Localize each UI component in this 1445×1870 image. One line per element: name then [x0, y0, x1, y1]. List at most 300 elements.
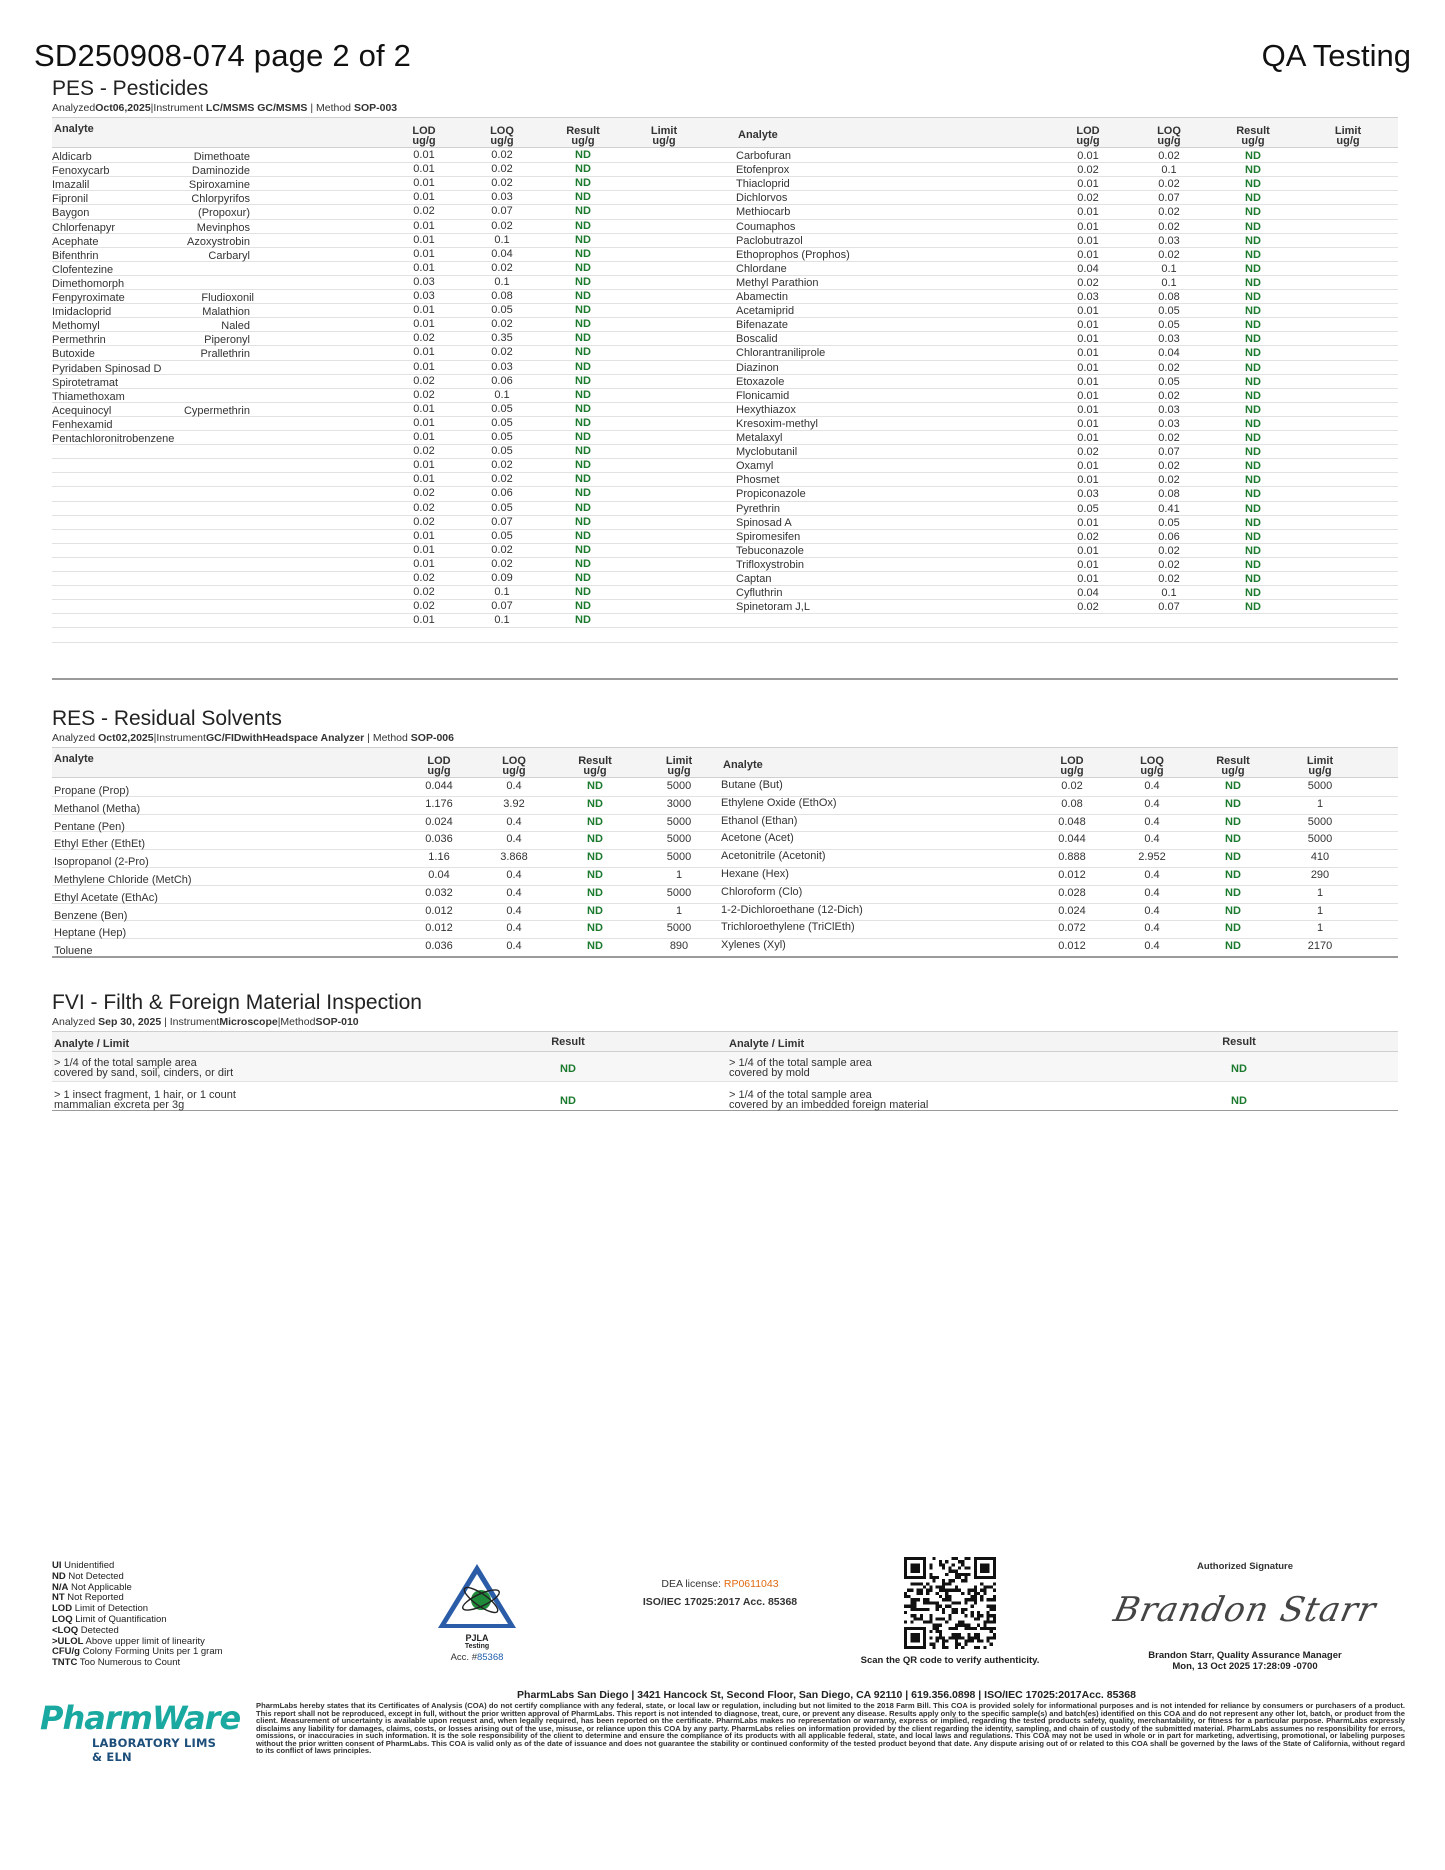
qr-module [964, 1557, 967, 1560]
col-limit-2: Limit ug/g [1334, 125, 1362, 147]
residual-solvents-table [52, 747, 1398, 958]
qr-module [977, 1614, 980, 1617]
lod-value: 0.048 [1058, 815, 1086, 828]
pjla-name: PJLA [465, 1633, 489, 1643]
qr-module [986, 1639, 989, 1642]
section-meta: AnalyzedOct06,2025|Instrument LC/MSMS GC/MSMS | Method SOP-003 [52, 102, 398, 114]
analyte-name: Baygon [52, 207, 90, 220]
loq-value: 0.02 [491, 346, 513, 359]
qr-module [980, 1627, 983, 1630]
limit-value: 1 [1316, 797, 1324, 810]
lod-value: 0.03 [1077, 291, 1099, 303]
col-result: Result ug/g [566, 125, 600, 147]
row-divider [52, 176, 1398, 177]
qr-module [974, 1646, 977, 1649]
qr-module [917, 1589, 920, 1592]
result-value: ND [575, 557, 591, 570]
lod-value: 0.02 [413, 374, 435, 387]
lod-value: 0.02 [413, 445, 435, 458]
qr-module [955, 1570, 958, 1573]
loq-value: 0.03 [1158, 333, 1180, 346]
limit-value: 5000 [1307, 815, 1333, 828]
analyte-name: Etoxazole [736, 375, 785, 388]
result-value: ND [1245, 530, 1261, 543]
qr-module [977, 1636, 980, 1639]
loq-value: 0.4 [506, 815, 522, 828]
qr-module [986, 1611, 989, 1614]
lod-value: 0.03 [413, 290, 435, 302]
limit-value: 5000 [666, 922, 692, 935]
qr-module [990, 1614, 993, 1617]
qr-module [974, 1617, 977, 1620]
loq-value: 0.41 [1158, 502, 1180, 515]
qr-module [983, 1646, 986, 1649]
lod-value: 0.01 [1077, 248, 1099, 261]
result-value: ND [587, 869, 603, 881]
qr-module [952, 1611, 955, 1614]
qr-module [983, 1589, 986, 1592]
legend-text: Not Detected [65, 1570, 124, 1582]
qr-module [974, 1589, 977, 1592]
qr-module [986, 1617, 989, 1620]
lod-value: 0.01 [413, 219, 435, 232]
loq-value: 0.1 [494, 614, 510, 627]
lod-value: 0.01 [1077, 544, 1099, 557]
qr-module [910, 1601, 913, 1604]
row-divider [52, 388, 1398, 389]
lod-value: 0.02 [1061, 780, 1083, 792]
analyte-name: Piperonyl [204, 334, 250, 347]
section-title: RES - Residual Solvents [52, 707, 282, 730]
qr-module [955, 1608, 958, 1611]
qr-module [964, 1598, 967, 1601]
qr-module [917, 1598, 920, 1601]
signature-label: Authorized Signature [1196, 1561, 1294, 1572]
col-result: Result [551, 1036, 585, 1048]
legend-text: Limit of Quantification [72, 1613, 167, 1625]
qr-module [990, 1608, 993, 1611]
lod-value: 0.01 [413, 304, 435, 317]
lab-name: QA Testing [1261, 38, 1411, 73]
result-value: ND [1245, 150, 1261, 162]
row-divider [52, 275, 1398, 276]
qr-module [967, 1567, 970, 1570]
row-band [52, 1052, 1398, 1081]
lod-value: 0.02 [1077, 601, 1099, 614]
section-meta: Analyzed Sep 30, 2025 | InstrumentMicroscope|MethodSOP-010 [52, 1016, 359, 1028]
result-value: ND [575, 275, 591, 288]
loq-value: 0.09 [491, 572, 513, 584]
row-divider [52, 247, 1398, 248]
analyte-name: Methylene Chloride (MetCh) [54, 874, 192, 886]
qr-module [990, 1643, 993, 1646]
legend-abbr: <LOQ [52, 1624, 79, 1636]
qr-module [974, 1595, 977, 1598]
qr-module [990, 1620, 993, 1623]
legend-entry [52, 1658, 223, 1669]
loq-value: 0.05 [491, 304, 513, 317]
qr-module [993, 1605, 996, 1608]
qr-module [920, 1608, 923, 1611]
qr-module [961, 1560, 964, 1563]
qr-module [967, 1589, 970, 1592]
qr-module [964, 1579, 967, 1582]
limit-value: 1 [1316, 922, 1324, 935]
lod-value: 0.072 [1058, 922, 1086, 935]
loq-value: 0.1 [494, 233, 510, 246]
qr-module [955, 1557, 958, 1560]
result-value: ND [575, 332, 591, 345]
analyte-limit: covered by sand, soil, cinders, or dirt [54, 1067, 234, 1079]
qr-module [948, 1627, 951, 1630]
qr-module [945, 1589, 948, 1592]
loq-value: 0.05 [1158, 516, 1180, 529]
loq-value: 0.07 [491, 515, 513, 528]
loq-value: 0.02 [491, 219, 513, 232]
analyte-name: Butoxide [52, 348, 95, 361]
legend-text: Colony Forming Units per 1 gram [79, 1646, 223, 1658]
lab-address: PharmLabs San Diego | 3421 Hancock St, Second Floor, San Diego, CA 92110 | 619.356.0898 | ISO/IEC 17025:2017Acc. 85368 [517, 1689, 1136, 1701]
qr-module [977, 1617, 980, 1620]
lod-value: 0.01 [1077, 178, 1099, 191]
pjla-badge [432, 1560, 522, 1663]
residual-solvents-section [52, 706, 1398, 958]
qr-module [933, 1576, 936, 1579]
qr-module [904, 1595, 907, 1598]
qr-module [923, 1601, 926, 1604]
analyte-name: Propane (Prop) [54, 785, 130, 797]
qr-module [958, 1573, 961, 1576]
qr-module [914, 1598, 917, 1601]
qr-module [964, 1573, 967, 1576]
result-value: ND [1245, 347, 1261, 360]
analyte-name: Xylenes (Xyl) [721, 939, 786, 952]
qr-module [955, 1601, 958, 1604]
result-value: ND [1245, 305, 1261, 318]
result-value: ND [1245, 248, 1261, 261]
analyte-name: Oxamyl [736, 460, 774, 473]
col-lod: LOD ug/g [412, 125, 436, 147]
analyte-name: Ethoprophos (Prophos) [736, 248, 850, 261]
loq-value: 0.05 [1158, 319, 1180, 332]
analyte-limit: covered by an imbedded foreign material [729, 1099, 929, 1111]
result-value: ND [1245, 164, 1261, 177]
analyte-name: Isopropanol (2-Pro) [54, 856, 149, 869]
row-divider [52, 1081, 1398, 1082]
result-value: ND [575, 261, 591, 274]
qr-module [936, 1592, 939, 1595]
result-value: ND [1245, 192, 1261, 205]
analyte-name: Acetonitrile (Acetonit) [721, 850, 826, 863]
loq-value: 0.02 [1158, 432, 1180, 444]
qr-module [977, 1592, 980, 1595]
qr-module [939, 1624, 942, 1627]
row-divider [52, 515, 1398, 516]
result-value: ND [575, 163, 591, 176]
qr-module [929, 1614, 932, 1617]
result-value: ND [575, 487, 591, 500]
qr-module [971, 1611, 974, 1614]
dea-number: RP0611043 [723, 1578, 779, 1590]
qr-module [945, 1620, 948, 1623]
qr-module [952, 1570, 955, 1573]
lod-value: 0.01 [1077, 347, 1099, 360]
lod-value: 0.02 [1077, 164, 1099, 177]
loq-value: 0.02 [1158, 206, 1180, 219]
lod-value: 0.01 [1077, 220, 1099, 233]
analyte-name: Ethyl Acetate (EthAc) [54, 891, 158, 904]
analyte-limit: mammalian excreta per 3g [54, 1099, 185, 1111]
qr-module [983, 1592, 986, 1595]
qr-module [942, 1611, 945, 1614]
result-value: ND [1245, 573, 1261, 585]
loq-value: 0.03 [1158, 403, 1180, 416]
qr-module [945, 1573, 948, 1576]
qr-module [971, 1614, 974, 1617]
analyte-limit: > 1/4 of the total sample area [729, 1089, 872, 1101]
qr-module [936, 1636, 939, 1639]
analyte-name: Carbofuran [736, 150, 792, 162]
qr-module [980, 1595, 983, 1598]
analyte-name: Carbaryl [208, 249, 250, 262]
loq-value: 0.02 [1158, 361, 1180, 374]
analyte-name: Abamectin [736, 291, 788, 303]
qr-module [964, 1567, 967, 1570]
qr-module [958, 1560, 961, 1563]
table-header [52, 748, 1398, 778]
signature-block [1100, 1561, 1390, 1672]
row-divider [52, 374, 1398, 375]
qr-module [929, 1630, 932, 1633]
analyte-name: 1-2-Dichloroethane (12-Dich) [721, 903, 863, 916]
lod-value: 0.01 [413, 318, 435, 331]
row-divider [52, 204, 1398, 205]
qr-module [923, 1620, 926, 1623]
qr-module [955, 1633, 958, 1636]
qr-module [993, 1633, 996, 1636]
qr-module [920, 1582, 923, 1585]
row-divider [52, 501, 1398, 502]
lod-value: 0.01 [413, 543, 435, 556]
qr-module [955, 1627, 958, 1630]
qr-module [926, 1620, 929, 1623]
analyte-name: Dimethoate [193, 151, 250, 163]
qr-module [977, 1611, 980, 1614]
qr-module [986, 1598, 989, 1601]
lod-value: 0.024 [425, 815, 453, 828]
legal-disclaimer: PharmLabs hereby states that its Certificates of Analysis (COA) do not certify compliance with any federal, state, or local law or regulation, including but not limited to the 2018 Farm Bill. This COA is provided solely for informational purposes and is not intended for reliance by consumers or purchasers of a product. This report shall not be reproduced, except in full, without the prior written approval of PharmLabs. This report is not intended to diagnose, treat, cure, or prevent any disease. Results apply only to the specific sample(s) and batch(es) identified on this COA and do not represent any other lot, batch, or product from the client. Measurement of uncertainty is available upon request and, when legally required, has been reported on the certificate. PharmLabs makes no representation or warranty, express or implied, regarding the tested products safety, quality, merchantability, or fitness for a particular purpose. PharmLabs expressly disclaims any liability for damages, claims, costs, or losses arising out of the use, misuse, or reliance upon this COA by any party. PharmLabs relies on information provided by the client regarding the identity, sampling, and chain of custody of the submitted material. PharmLabs assumes no responsibility for errors, omissions, or inaccuracies in such information. It is the sole responsibility of the client to determine and ensure the compliance of its products with all applicable federal, state, and local laws and regulations. This COA may not be used in whole or in part for marketing, advertising, promotional, or labeling purposes without the prior written consent of PharmLabs. This COA is valid only as of the date of issuance and does not guarantee the stability or continued conformity of the tested product beyond that date. Any dispute arising out of or related to this COA shall be governed by the laws of the State of California, without regard to its conflict of laws principles. [256, 1701, 1405, 1755]
lod-value: 0.024 [1058, 904, 1086, 917]
result-value: ND [1245, 446, 1261, 459]
analyte-name: Boscalid [736, 333, 778, 346]
result-value: ND [1225, 940, 1241, 953]
page-header [34, 38, 1411, 78]
analyte-name: Acetamiprid [736, 305, 795, 318]
result-value: ND [1225, 797, 1241, 810]
section-title: FVI - Filth & Foreign Material Inspection [52, 991, 422, 1014]
pharmware-logo [40, 1699, 241, 1764]
loq-value: 0.02 [1158, 220, 1180, 233]
result-value: ND [587, 940, 603, 953]
qr-module [990, 1598, 993, 1601]
legend-abbr: UI [52, 1560, 62, 1571]
limit-value: 890 [669, 940, 689, 953]
analyte-name: Thiacloprid [736, 178, 790, 191]
result-value: ND [575, 402, 591, 415]
lod-value: 0.032 [425, 886, 453, 899]
result-value: ND [1225, 869, 1241, 881]
qr-module [942, 1608, 945, 1611]
result-value: ND [587, 815, 603, 828]
qr-module [955, 1611, 958, 1614]
qr-module [952, 1608, 955, 1611]
row-divider [52, 585, 1398, 586]
qr-module [936, 1601, 939, 1604]
analyte-name: Prallethrin [200, 348, 250, 361]
lod-value: 0.02 [413, 332, 435, 345]
analyte-name: Fludioxonil [201, 292, 254, 304]
result-value: ND [1245, 276, 1261, 289]
legend-abbr: CFU/g [52, 1646, 80, 1658]
analyte-name: Flonicamid [736, 389, 790, 402]
result-value: ND [1245, 417, 1261, 430]
qr-module [955, 1639, 958, 1642]
qr-module [993, 1620, 996, 1623]
loq-value: 0.02 [491, 473, 513, 486]
signature-date: Mon, 13 Oct 2025 17:28:09 -0700 [1172, 1661, 1318, 1672]
lod-value: 0.02 [413, 501, 435, 514]
qr-module [920, 1592, 923, 1595]
qr-module [977, 1646, 980, 1649]
section-meta: Analyzed Oct02,2025|InstrumentGC/FIDwithHeadspace Analyzer | Method SOP-006 [52, 732, 454, 744]
qr-module [958, 1624, 961, 1627]
loq-value: 0.04 [491, 247, 513, 260]
qr-module [971, 1605, 974, 1608]
legend-abbr: >ULOL [52, 1635, 84, 1647]
loq-value: 0.4 [1144, 904, 1160, 917]
qr-module [986, 1614, 989, 1617]
row-divider [52, 162, 1398, 163]
qr-module [945, 1646, 948, 1649]
qr-module [948, 1589, 951, 1592]
col-result-2: Result [1222, 1036, 1256, 1048]
qr-module [939, 1586, 942, 1589]
analyte-name: Methanol (Metha) [54, 802, 141, 815]
analyte-name: Trichloroethylene (TriClEth) [721, 921, 855, 934]
qr-module [933, 1579, 936, 1582]
result-value: ND [575, 233, 591, 246]
legend-text: Not Reported [64, 1592, 124, 1604]
analyte-name: Fipronil [52, 193, 89, 206]
result-value: ND [1245, 516, 1261, 529]
lod-value: 0.028 [1058, 886, 1086, 899]
qr-module [974, 1598, 977, 1601]
loq-value: 0.1 [1161, 587, 1177, 600]
lod-value: 0.01 [413, 459, 435, 472]
qr-module [948, 1570, 951, 1573]
limit-value: 5000 [666, 815, 692, 828]
row-divider [52, 360, 1398, 361]
result-value: ND [575, 614, 591, 627]
loq-value: 0.4 [506, 780, 522, 792]
col-loq: LOQ ug/g [490, 125, 514, 147]
loq-value: 0.4 [506, 869, 522, 881]
analyte-name: Paclobutrazol [736, 234, 803, 247]
analyte-name: Spinosad A [736, 516, 792, 529]
lod-value: 0.01 [1077, 389, 1099, 402]
qr-module [983, 1627, 986, 1630]
qr-module [929, 1643, 932, 1646]
lod-value: 1.16 [428, 851, 450, 864]
result-value: ND [575, 346, 591, 359]
col-analyte: Analyte [54, 753, 94, 765]
qr-module [961, 1563, 964, 1566]
loq-value: 3.92 [503, 797, 525, 810]
row-divider [52, 486, 1398, 487]
analyte-limit: covered by mold [729, 1067, 810, 1079]
limit-value: 5000 [1307, 780, 1333, 792]
lod-value: 0.02 [413, 600, 435, 613]
legend-text: Detected [78, 1624, 119, 1636]
limit-value: 5000 [666, 833, 692, 846]
result-value: ND [575, 304, 591, 317]
col-analyte-limit-2: Analyte / Limit [729, 1038, 805, 1050]
loq-value: 0.4 [506, 940, 522, 953]
analyte-name: Spirotetramat [52, 376, 119, 389]
analyte-name: Malathion [202, 306, 250, 319]
analyte-name: Spiromesifen [736, 530, 801, 543]
col-result-2: Result ug/g [1236, 125, 1270, 147]
qr-module [958, 1643, 961, 1646]
limit-value: 5000 [666, 886, 692, 899]
qr-module [971, 1589, 974, 1592]
qr-module [964, 1601, 967, 1604]
lod-value: 0.01 [413, 360, 435, 373]
qr-module [993, 1636, 996, 1639]
verification-qr-code[interactable] [904, 1557, 996, 1649]
qr-module [942, 1636, 945, 1639]
table-header [52, 1032, 1398, 1052]
result-value: ND [575, 290, 591, 302]
loq-value: 0.02 [491, 149, 513, 161]
analyte-name: Fenpyroximate [52, 292, 125, 304]
limit-value: 5000 [1307, 833, 1333, 846]
result-value: ND [1225, 780, 1241, 792]
result-value: ND [1245, 587, 1261, 600]
result-value: ND [1225, 851, 1241, 864]
qr-module [920, 1614, 923, 1617]
result-value: ND [1245, 474, 1261, 487]
loq-value: 0.05 [491, 431, 513, 443]
qr-module [945, 1639, 948, 1642]
qr-module [926, 1608, 929, 1611]
lod-value: 0.01 [413, 346, 435, 359]
lod-value: 0.01 [1077, 460, 1099, 473]
loq-value: 0.05 [1158, 305, 1180, 318]
qr-module [964, 1639, 967, 1642]
loq-value: 2.952 [1138, 851, 1166, 864]
lod-value: 0.01 [1077, 573, 1099, 585]
analyte-limit: > 1/4 of the total sample area [54, 1057, 197, 1069]
row-divider [52, 444, 1398, 445]
analyte-name: Aldicarb [52, 151, 92, 163]
qr-module [939, 1589, 942, 1592]
qr-module [952, 1627, 955, 1630]
result-value: ND [587, 904, 603, 917]
row-divider [52, 219, 1398, 220]
qr-module [964, 1624, 967, 1627]
qr-module [910, 1614, 913, 1617]
